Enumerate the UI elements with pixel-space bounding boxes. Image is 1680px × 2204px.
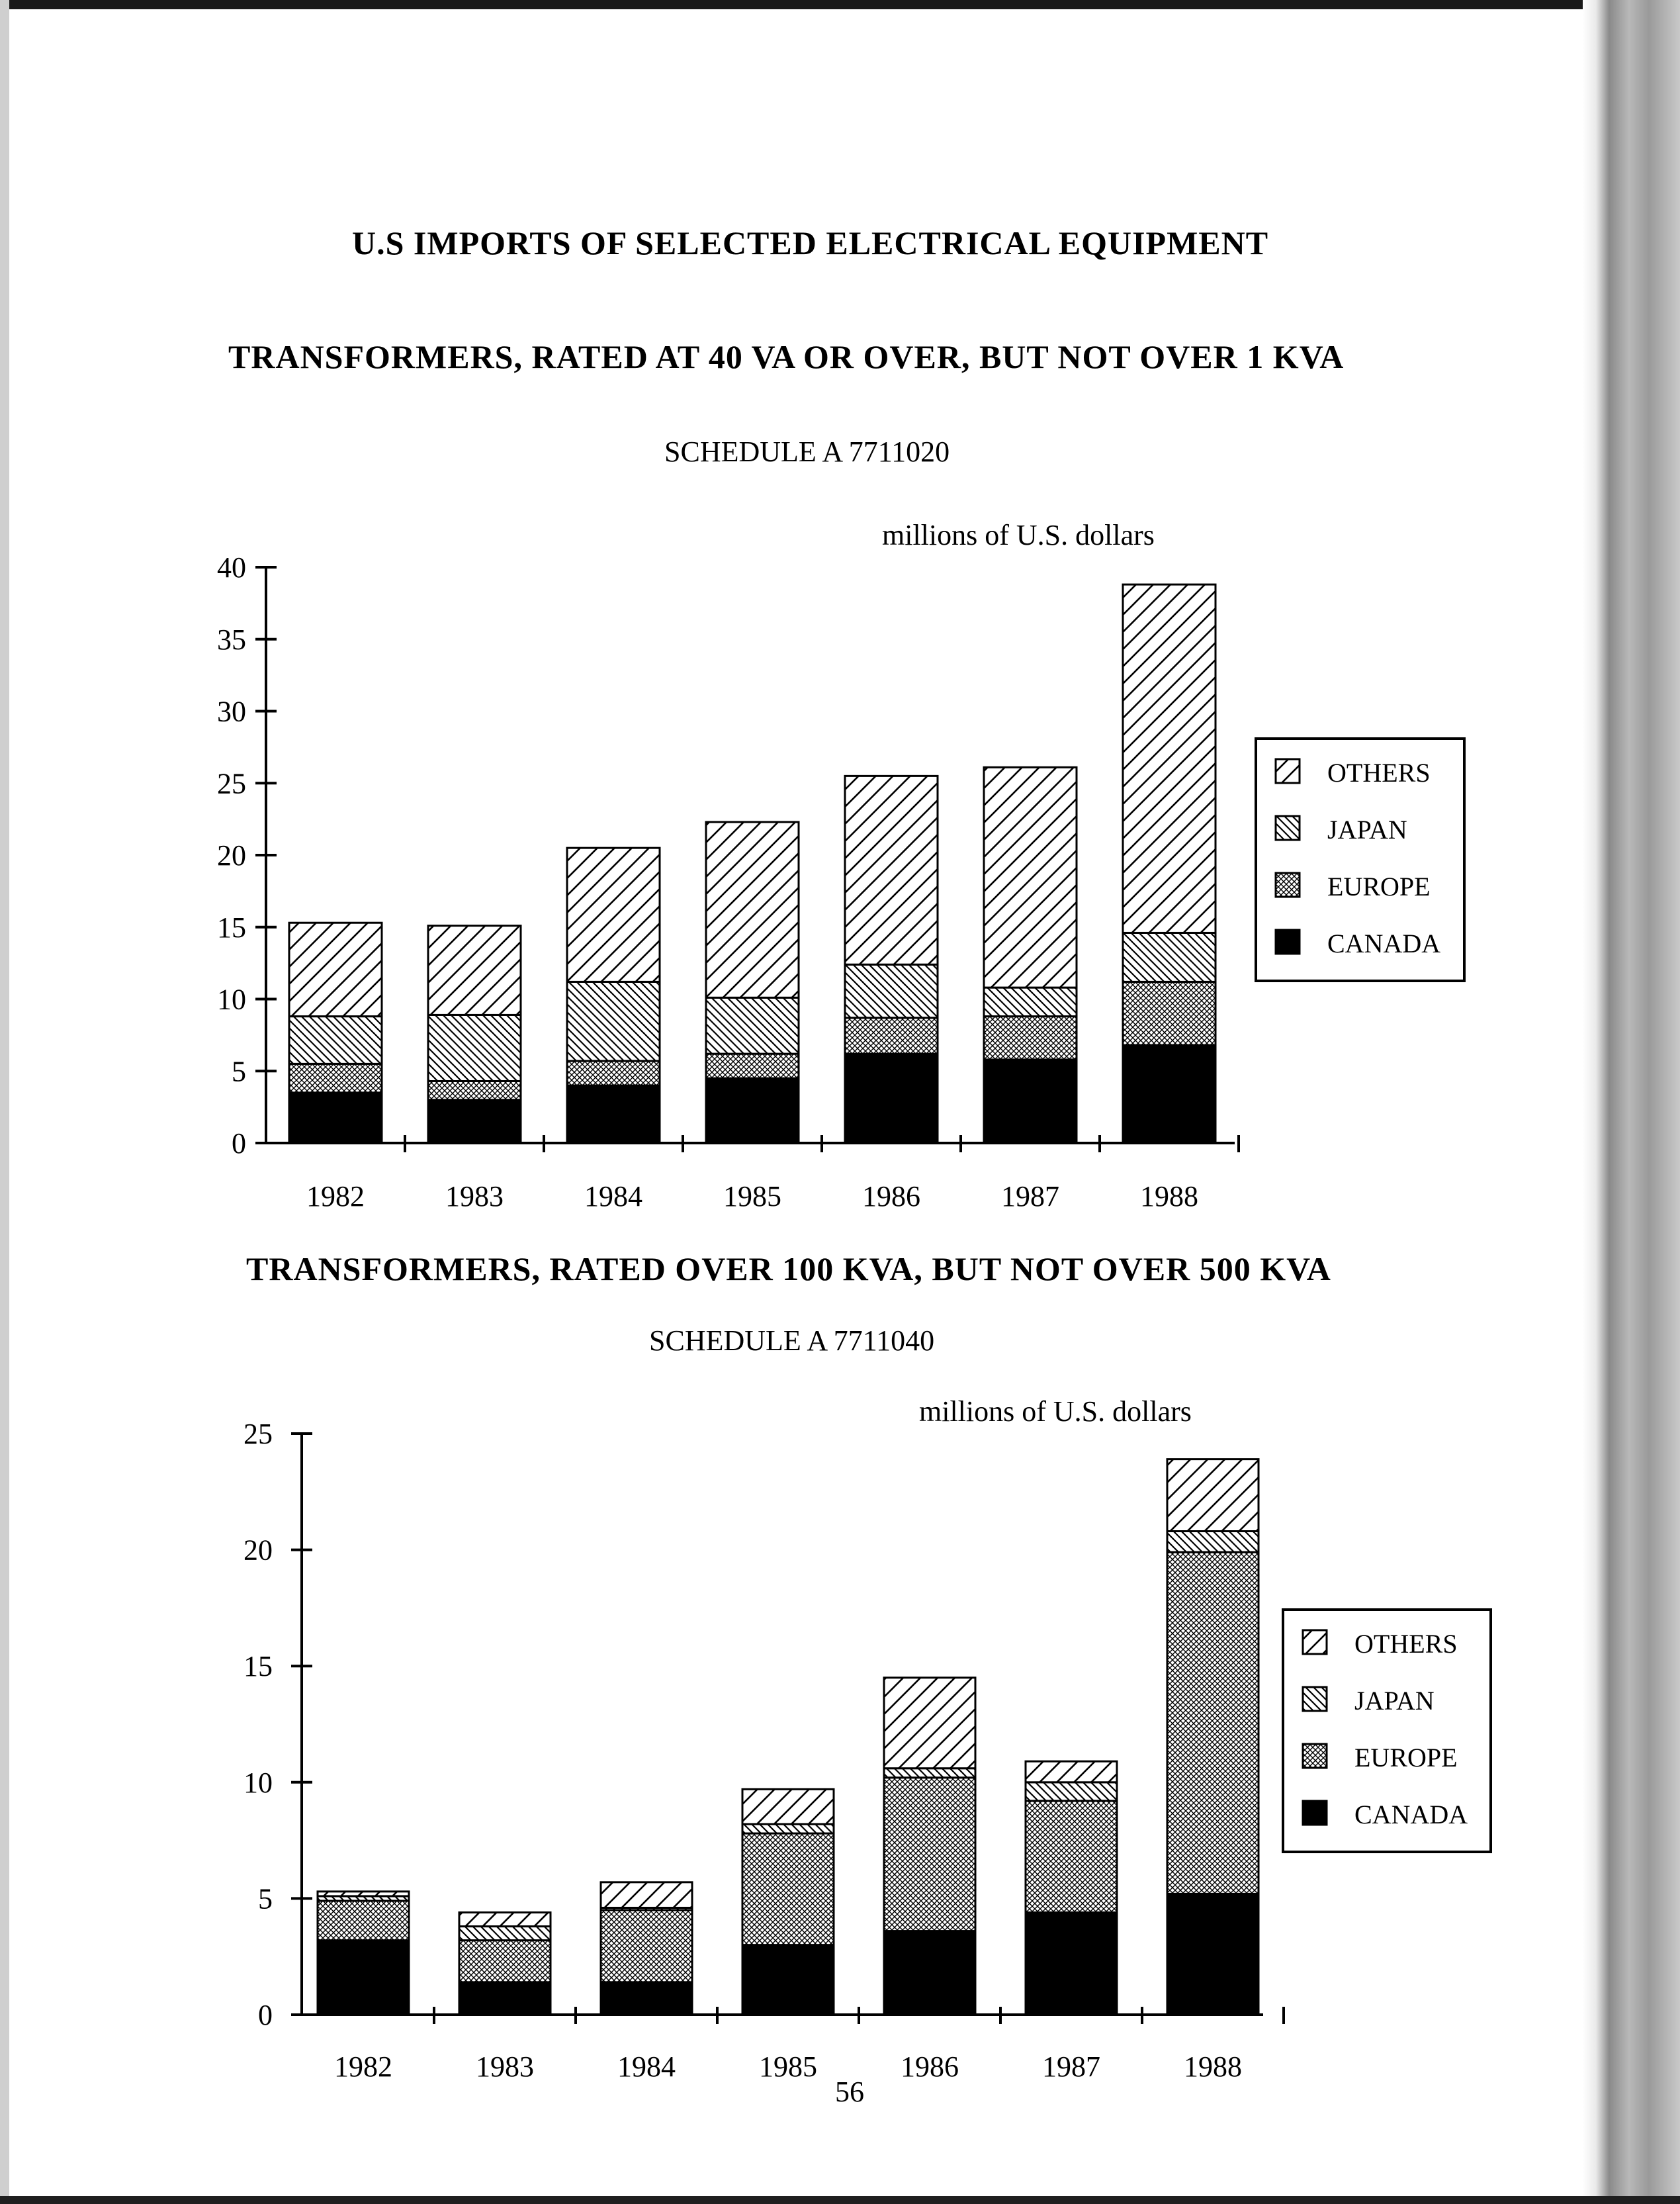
chart-top-bar-japan-1985 [706,997,799,1054]
chart-top-bar-canada-1985 [706,1078,799,1143]
chart-top-bar-japan-1984 [567,982,660,1061]
chart-bottom-x-tick-label: 1987 [1042,2050,1100,2083]
chart-top-bar-others-1984 [567,848,660,982]
chart-bottom-bar-europe-1988 [1167,1552,1259,1894]
chart-top-bar-japan-1986 [845,964,938,1017]
chart-bottom-bar-europe-1987 [1026,1801,1117,1913]
chart-top-y-tick-label: 15 [217,911,246,944]
chart-bottom-legend-label-europe: EUROPE [1354,1743,1458,1772]
chart-top-y-tick-label: 20 [217,839,246,872]
chart-bottom-x-tick-label: 1985 [759,2050,817,2083]
chart-bottom-bar-others-1982 [318,1892,409,1896]
chart-bottom-legend-label-japan: JAPAN [1354,1686,1435,1716]
chart-bottom-x-tick-label: 1982 [334,2050,392,2083]
chart-top-x-tick-label: 1987 [1001,1180,1059,1213]
chart-top-y-tick-label: 25 [217,767,246,800]
chart-bottom-legend-swatch-europe [1303,1744,1327,1768]
chart-top-bar-canada-1986 [845,1054,938,1143]
chart-top-bar-canada-1982 [289,1093,382,1143]
page-title: U.S IMPORTS OF SELECTED ELECTRICAL EQUIPMENT [352,224,1269,261]
chart-bottom-bar-japan-1985 [742,1824,834,1833]
chart-top-bar-europe-1983 [428,1081,521,1099]
chart-bottom-legend-label-canada: CANADA [1354,1800,1468,1829]
chart-top-bar-europe-1982 [289,1064,382,1093]
chart-bottom-y-tick-label: 15 [243,1650,273,1683]
chart-bottom-bar-europe-1985 [742,1833,834,1945]
chart-top-legend-label-canada: CANADA [1327,929,1441,958]
chart-top-bar-canada-1987 [984,1060,1077,1143]
chart-bottom-bar-japan-1986 [884,1768,975,1778]
chart-top-x-tick-label: 1988 [1140,1180,1198,1213]
chart-bottom-y-tick-label: 5 [258,1882,273,1915]
chart-top-x-tick-label: 1985 [723,1180,781,1213]
chart-top-bar-others-1988 [1123,584,1216,933]
chart-bottom-legend-swatch-canada [1303,1801,1327,1825]
chart-bottom-x-tick-label: 1984 [617,2050,676,2083]
chart-bottom-heading: TRANSFORMERS, RATED OVER 100 KVA, BUT NOT OVER 500 KVA [246,1250,1331,1287]
chart-top-heading: TRANSFORMERS, RATED AT 40 VA OR OVER, BUT NOT OVER 1 KVA [228,338,1345,375]
chart-top-bar-europe-1984 [567,1061,660,1085]
chart-top-y-tick-label: 30 [217,695,246,728]
chart-top-legend-label-europe: EUROPE [1327,872,1431,901]
chart-bottom-bar-canada-1983 [459,1982,551,2015]
chart-top-x-tick-label: 1983 [445,1180,504,1213]
chart-top-bar-europe-1985 [706,1054,799,1078]
chart-bottom-bar-japan-1988 [1167,1532,1259,1553]
chart-top-x-tick-label: 1982 [306,1180,365,1213]
chart-top-bar-others-1987 [984,767,1077,987]
chart-bottom-legend-swatch-japan [1303,1687,1327,1711]
chart-top-bar-others-1983 [428,926,521,1015]
chart-top-x-tick-label: 1984 [584,1180,642,1213]
chart-bottom-bar-others-1988 [1167,1459,1259,1532]
chart-bottom-x-tick-label: 1988 [1184,2050,1242,2083]
chart-top-x-tick-label: 1986 [862,1180,920,1213]
chart-bottom-bar-japan-1987 [1026,1782,1117,1801]
chart-bottom-bar-others-1983 [459,1912,551,1926]
chart-top-bar-canada-1983 [428,1100,521,1143]
chart-bottom-bar-others-1986 [884,1678,975,1768]
chart-top-bar-others-1982 [289,923,382,1016]
chart-bottom-y-tick-label: 25 [243,1418,273,1450]
chart-bottom-y-tick-label: 20 [243,1534,273,1567]
chart-top-legend-swatch-japan [1276,816,1300,840]
chart-bottom-bar-canada-1988 [1167,1894,1259,2015]
chart-bottom-bar-canada-1984 [601,1982,692,2015]
chart-top-legend-label-others: OTHERS [1327,758,1431,788]
chart-bottom-bar-others-1987 [1026,1761,1117,1782]
chart-bottom-bar-others-1985 [742,1789,834,1824]
chart-bottom-bar-europe-1984 [601,1910,692,1982]
chart-top-bar-japan-1987 [984,987,1077,1017]
chart-top-bar-others-1986 [845,776,938,964]
chart-top-bar-japan-1983 [428,1015,521,1081]
chart-top-plot [217,551,1464,1213]
chart-top-unit-label: millions of U.S. dollars [882,519,1155,551]
chart-bottom-bar-canada-1982 [318,1941,409,2015]
chart-top-schedule: SCHEDULE A 7711020 [664,436,950,468]
chart-bottom-legend-label-others: OTHERS [1354,1629,1458,1659]
chart-bottom-bar-canada-1985 [742,1945,834,2015]
chart-bottom-bar-canada-1986 [884,1931,975,2015]
chart-top-y-tick-label: 10 [217,983,246,1016]
chart-bottom-bar-europe-1982 [318,1901,409,1941]
chart-bottom-unit-label: millions of U.S. dollars [919,1395,1192,1428]
chart-bottom-bar-europe-1983 [459,1941,551,1982]
chart-bottom-bar-europe-1986 [884,1778,975,1931]
chart-top-bar-europe-1986 [845,1018,938,1054]
chart-top-bar-europe-1987 [984,1017,1077,1060]
chart-top-legend-label-japan: JAPAN [1327,815,1407,845]
chart-bottom-x-tick-label: 1986 [901,2050,959,2083]
chart-top-legend-swatch-others [1276,759,1300,783]
chart-top-bar-canada-1984 [567,1085,660,1143]
chart-bottom-schedule: SCHEDULE A 7711040 [649,1324,935,1357]
chart-bottom-plot [243,1418,1491,2083]
chart-bottom-legend-swatch-others [1303,1630,1327,1654]
chart-top-legend-swatch-europe [1276,873,1300,897]
chart-bottom-bar-others-1984 [601,1882,692,1908]
chart-bottom-x-tick-label: 1983 [476,2050,534,2083]
chart-bottom-bar-canada-1987 [1026,1912,1117,2015]
chart-top-legend-swatch-canada [1276,930,1300,954]
chart-bottom-y-tick-label: 10 [243,1766,273,1799]
chart-top-y-tick-label: 5 [232,1055,246,1088]
chart-bottom-bar-japan-1983 [459,1927,551,1941]
chart-top-bar-japan-1988 [1123,933,1216,982]
chart-top-bar-others-1985 [706,822,799,997]
page-number: 56 [835,2076,864,2108]
chart-top-y-tick-label: 35 [217,623,246,656]
chart-top-y-tick-label: 0 [232,1127,246,1160]
chart-top-y-tick-label: 40 [217,551,246,584]
chart-top-bar-canada-1988 [1123,1045,1216,1143]
chart-top-bar-japan-1982 [289,1017,382,1064]
chart-top-bar-europe-1988 [1123,982,1216,1045]
chart-bottom-y-tick-label: 0 [258,1999,273,2031]
